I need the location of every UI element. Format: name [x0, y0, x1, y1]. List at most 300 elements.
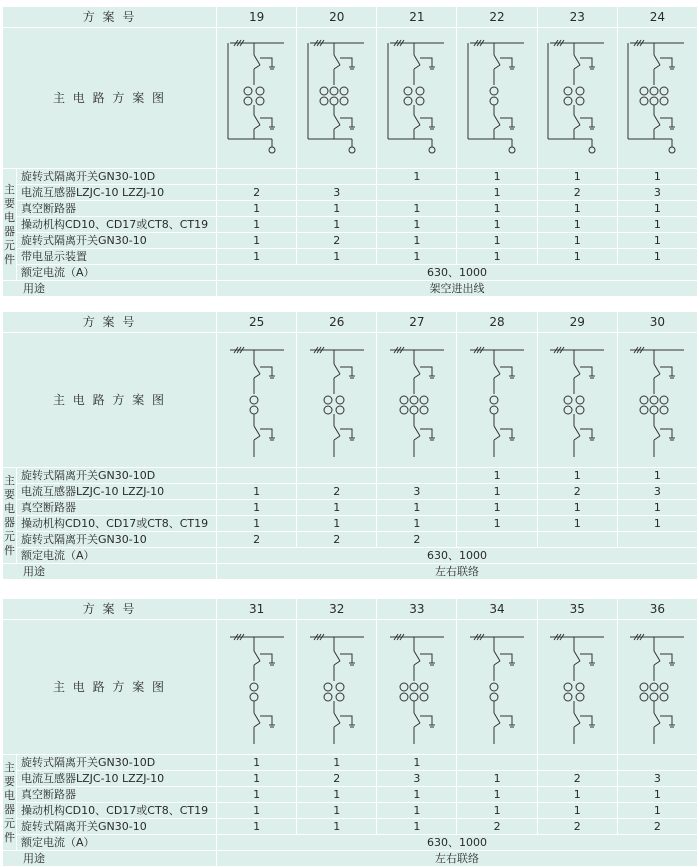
component-qty — [617, 532, 697, 548]
ct-coil — [640, 406, 648, 414]
earth-lead — [660, 429, 672, 438]
feeder-line — [254, 125, 260, 129]
ct-coil — [256, 97, 264, 105]
ct-coil — [660, 87, 668, 95]
component-qty: 2 — [537, 185, 617, 201]
component-qty: 2 — [537, 771, 617, 787]
switch-blade — [654, 426, 660, 436]
ct-coil — [660, 683, 668, 691]
component-qty: 1 — [457, 803, 537, 819]
ct-coil — [250, 406, 258, 414]
circuit-diagram — [457, 333, 537, 468]
earth-lead — [580, 118, 592, 127]
component-qty: 3 — [617, 185, 697, 201]
ct-coil — [490, 396, 498, 404]
ct-coil — [330, 97, 338, 105]
usage-label: 用途 — [3, 851, 217, 867]
switch-blade — [494, 426, 500, 436]
component-qty — [297, 468, 377, 484]
feeder-line — [334, 65, 340, 69]
switch-blade — [574, 364, 580, 374]
earth-lead — [500, 716, 512, 725]
component-qty: 1 — [377, 217, 457, 233]
switch-blade — [414, 55, 420, 65]
component-qty: 3 — [377, 771, 457, 787]
component-qty — [457, 532, 537, 548]
circuit-diagram — [377, 620, 457, 755]
circuit-diagram — [617, 620, 697, 755]
ct-coil — [250, 683, 258, 691]
ct-coil — [330, 87, 338, 95]
feeder-line — [254, 436, 260, 440]
component-qty — [537, 532, 617, 548]
circuit-diagram — [537, 333, 617, 468]
feeder-line — [254, 723, 260, 727]
ct-coil — [564, 683, 572, 691]
feeder-line — [574, 661, 580, 665]
feeder-line — [334, 436, 340, 440]
switch-blade — [254, 364, 260, 374]
feeder-line — [654, 374, 660, 378]
feeder-line — [414, 65, 420, 69]
component-qty: 1 — [377, 787, 457, 803]
ct-coil — [576, 97, 584, 105]
ct-coil — [410, 683, 418, 691]
ct-coil — [564, 97, 572, 105]
feeder-line — [574, 65, 580, 69]
component-name: 旋转式隔离开关GN30-10 — [17, 532, 217, 548]
earth-lead — [580, 429, 592, 438]
circuit-diagram — [217, 28, 297, 169]
switch-blade — [574, 55, 580, 65]
ct-coil — [650, 693, 658, 701]
component-qty: 1 — [217, 755, 297, 771]
earth-lead — [580, 58, 592, 67]
ct-coil — [416, 97, 424, 105]
main-circuit-label: 主 电 路 方 案 图 — [3, 620, 217, 755]
earth-lead — [340, 429, 352, 438]
component-name: 旋转式隔离开关GN30-10D — [17, 755, 217, 771]
switch-blade — [414, 364, 420, 374]
scheme-table-3 — [2, 598, 698, 867]
feeder-line — [574, 723, 580, 727]
component-qty: 2 — [377, 532, 457, 548]
scheme-number: 35 — [537, 599, 617, 620]
component-qty: 2 — [297, 233, 377, 249]
component-qty: 1 — [617, 233, 697, 249]
ct-coil — [336, 683, 344, 691]
feeder-line — [414, 374, 420, 378]
component-qty: 1 — [297, 201, 377, 217]
ct-coil — [324, 406, 332, 414]
earth-lead — [500, 58, 512, 67]
rated-current-value: 630、1000 — [217, 265, 698, 281]
component-qty: 2 — [297, 484, 377, 500]
component-qty: 1 — [377, 516, 457, 532]
circuit-diagram — [297, 620, 377, 755]
switch-blade — [334, 115, 340, 125]
scheme-number: 28 — [457, 312, 537, 333]
scheme-number: 34 — [457, 599, 537, 620]
component-qty: 2 — [537, 819, 617, 835]
scheme-number: 31 — [217, 599, 297, 620]
component-qty: 1 — [457, 185, 537, 201]
ct-coil — [416, 87, 424, 95]
usage-value: 架空进出线 — [217, 281, 698, 297]
usage-label: 用途 — [3, 281, 217, 297]
switch-blade — [654, 115, 660, 125]
component-qty: 1 — [457, 787, 537, 803]
scheme-number: 25 — [217, 312, 297, 333]
ct-coil — [564, 693, 572, 701]
component-qty: 1 — [537, 787, 617, 803]
main-circuit-label: 主 电 路 方 案 图 — [3, 28, 217, 169]
component-qty: 1 — [617, 516, 697, 532]
switch-blade — [254, 115, 260, 125]
switch-blade — [494, 55, 500, 65]
feeder-line — [494, 436, 500, 440]
indicator-lamp — [429, 147, 435, 153]
circuit-diagram — [297, 28, 377, 169]
feeder-line — [654, 125, 660, 129]
ct-coil — [660, 97, 668, 105]
ct-coil — [336, 396, 344, 404]
component-qty: 1 — [617, 787, 697, 803]
component-qty: 3 — [377, 484, 457, 500]
component-qty: 1 — [297, 755, 377, 771]
earth-lead — [580, 716, 592, 725]
earth-lead — [660, 58, 672, 67]
feeder-line — [654, 65, 660, 69]
component-qty: 1 — [217, 500, 297, 516]
ct-coil — [640, 693, 648, 701]
earth-lead — [420, 716, 432, 725]
earth-lead — [260, 654, 272, 663]
feeder-line — [414, 661, 420, 665]
switch-blade — [254, 426, 260, 436]
earth-lead — [420, 118, 432, 127]
component-qty: 1 — [537, 169, 617, 185]
ct-coil — [650, 396, 658, 404]
ct-coil — [640, 683, 648, 691]
scheme-table-1 — [2, 6, 698, 297]
circuit-diagram — [377, 28, 457, 169]
feeder-line — [254, 661, 260, 665]
ct-coil — [420, 396, 428, 404]
indicator-lamp — [269, 147, 275, 153]
ct-coil — [244, 87, 252, 95]
main-components-label: 主 要 电 器 元 件 — [3, 755, 17, 851]
scheme-number: 27 — [377, 312, 457, 333]
component-name: 带电显示装置 — [17, 249, 217, 265]
ct-coil — [650, 87, 658, 95]
ct-coil — [576, 683, 584, 691]
feeder-line — [414, 436, 420, 440]
earth-lead — [660, 716, 672, 725]
ct-coil — [564, 406, 572, 414]
earth-lead — [580, 367, 592, 376]
ct-coil — [336, 693, 344, 701]
rated-current-label: 额定电流（A） — [17, 265, 217, 281]
component-name: 电流互感器LZJC-10 LZZJ-10 — [17, 185, 217, 201]
component-qty: 3 — [617, 484, 697, 500]
component-qty: 1 — [537, 803, 617, 819]
component-qty: 1 — [617, 249, 697, 265]
component-name: 真空断路器 — [17, 201, 217, 217]
component-qty: 1 — [217, 201, 297, 217]
component-qty — [537, 755, 617, 771]
circuit-diagram — [377, 333, 457, 468]
scheme-number: 36 — [617, 599, 697, 620]
component-qty: 1 — [457, 516, 537, 532]
component-name: 电流互感器LZJC-10 LZZJ-10 — [17, 484, 217, 500]
switch-blade — [254, 713, 260, 723]
ct-coil — [420, 683, 428, 691]
ct-coil — [336, 406, 344, 414]
rated-current-label: 额定电流（A） — [17, 835, 217, 851]
ct-coil — [640, 396, 648, 404]
component-qty: 1 — [297, 819, 377, 835]
feeder-line — [414, 723, 420, 727]
earth-lead — [500, 367, 512, 376]
circuit-diagram — [457, 620, 537, 755]
component-name: 操动机构CD10、CD17或CT8、CT19 — [17, 217, 217, 233]
earth-lead — [260, 118, 272, 127]
ct-coil — [564, 396, 572, 404]
ct-coil — [490, 97, 498, 105]
component-qty: 1 — [457, 201, 537, 217]
component-qty: 1 — [377, 819, 457, 835]
rated-current-value: 630、1000 — [217, 835, 698, 851]
scheme-no-label: 方 案 号 — [3, 599, 217, 620]
component-qty: 2 — [297, 771, 377, 787]
component-qty: 1 — [457, 249, 537, 265]
ct-coil — [410, 406, 418, 414]
usage-value: 左右联络 — [217, 564, 698, 580]
ct-coil — [320, 87, 328, 95]
ct-coil — [404, 87, 412, 95]
feeder-line — [574, 374, 580, 378]
circuit-diagram — [617, 28, 697, 169]
switch-blade — [574, 115, 580, 125]
feeder-line — [254, 374, 260, 378]
component-qty: 1 — [537, 516, 617, 532]
switch-blade — [334, 651, 340, 661]
component-qty: 1 — [377, 169, 457, 185]
ct-coil — [660, 406, 668, 414]
component-qty: 3 — [297, 185, 377, 201]
earth-lead — [420, 58, 432, 67]
earth-lead — [500, 118, 512, 127]
component-qty: 1 — [537, 468, 617, 484]
earth-lead — [340, 654, 352, 663]
component-qty: 1 — [217, 516, 297, 532]
component-qty: 1 — [457, 484, 537, 500]
switch-blade — [494, 713, 500, 723]
earth-lead — [420, 654, 432, 663]
ct-coil — [660, 396, 668, 404]
component-qty: 1 — [297, 500, 377, 516]
switch-blade — [494, 651, 500, 661]
scheme-table-2 — [2, 311, 698, 580]
scheme-number: 24 — [617, 7, 697, 28]
component-qty: 1 — [217, 771, 297, 787]
component-qty: 1 — [537, 201, 617, 217]
ct-coil — [490, 87, 498, 95]
component-name: 旋转式隔离开关GN30-10D — [17, 468, 217, 484]
component-qty — [377, 468, 457, 484]
earth-lead — [420, 429, 432, 438]
earth-lead — [580, 654, 592, 663]
earth-lead — [260, 367, 272, 376]
earth-lead — [340, 367, 352, 376]
earth-lead — [420, 367, 432, 376]
ct-coil — [490, 683, 498, 691]
usage-label: 用途 — [3, 564, 217, 580]
component-qty: 1 — [217, 484, 297, 500]
circuit-diagram — [217, 333, 297, 468]
main-components-label: 主 要 电 器 元 件 — [3, 468, 17, 564]
component-qty: 1 — [457, 500, 537, 516]
circuit-diagram — [537, 620, 617, 755]
scheme-number: 32 — [297, 599, 377, 620]
ct-coil — [324, 693, 332, 701]
earth-lead — [340, 118, 352, 127]
circuit-diagram — [537, 28, 617, 169]
component-name: 操动机构CD10、CD17或CT8、CT19 — [17, 803, 217, 819]
indicator-lamp — [509, 147, 515, 153]
component-qty: 1 — [457, 169, 537, 185]
switch-blade — [334, 364, 340, 374]
component-qty: 1 — [297, 217, 377, 233]
ct-coil — [650, 406, 658, 414]
earth-lead — [660, 118, 672, 127]
ct-coil — [256, 87, 264, 95]
scheme-number: 19 — [217, 7, 297, 28]
ct-coil — [650, 97, 658, 105]
switch-blade — [494, 364, 500, 374]
scheme-number: 30 — [617, 312, 697, 333]
switch-blade — [654, 364, 660, 374]
component-qty: 1 — [217, 249, 297, 265]
component-qty: 1 — [377, 249, 457, 265]
scheme-number: 23 — [537, 7, 617, 28]
switch-blade — [414, 426, 420, 436]
switch-blade — [254, 55, 260, 65]
component-qty: 1 — [217, 233, 297, 249]
switch-blade — [654, 55, 660, 65]
circuit-diagram — [617, 333, 697, 468]
ct-coil — [660, 693, 668, 701]
component-name: 旋转式隔离开关GN30-10 — [17, 233, 217, 249]
ct-coil — [324, 396, 332, 404]
indicator-lamp — [669, 147, 675, 153]
ct-coil — [400, 693, 408, 701]
ct-coil — [340, 97, 348, 105]
earth-lead — [500, 429, 512, 438]
feeder-line — [334, 125, 340, 129]
feeder-line — [494, 65, 500, 69]
ct-coil — [324, 683, 332, 691]
earth-lead — [260, 58, 272, 67]
component-qty: 1 — [537, 217, 617, 233]
ct-coil — [576, 693, 584, 701]
scheme-number: 22 — [457, 7, 537, 28]
component-qty — [217, 169, 297, 185]
ct-coil — [576, 406, 584, 414]
ct-coil — [490, 693, 498, 701]
component-qty: 2 — [457, 819, 537, 835]
feeder-line — [254, 65, 260, 69]
scheme-number: 21 — [377, 7, 457, 28]
switch-blade — [254, 651, 260, 661]
component-qty — [377, 185, 457, 201]
switch-blade — [574, 651, 580, 661]
ct-coil — [650, 683, 658, 691]
scheme-number: 26 — [297, 312, 377, 333]
component-qty: 1 — [457, 233, 537, 249]
scheme-number: 29 — [537, 312, 617, 333]
earth-lead — [260, 716, 272, 725]
component-name: 真空断路器 — [17, 787, 217, 803]
component-qty: 1 — [297, 787, 377, 803]
ct-coil — [490, 406, 498, 414]
component-qty — [617, 755, 697, 771]
feeder-line — [574, 436, 580, 440]
ct-coil — [640, 87, 648, 95]
earth-lead — [660, 367, 672, 376]
ct-coil — [576, 87, 584, 95]
component-qty: 1 — [457, 217, 537, 233]
ct-coil — [404, 97, 412, 105]
component-qty: 1 — [297, 516, 377, 532]
circuit-diagram — [297, 333, 377, 468]
component-qty: 1 — [217, 217, 297, 233]
feeder-line — [414, 125, 420, 129]
feeder-line — [334, 723, 340, 727]
component-qty: 1 — [617, 169, 697, 185]
feeder-line — [494, 374, 500, 378]
ct-coil — [320, 97, 328, 105]
component-name: 电流互感器LZJC-10 LZZJ-10 — [17, 771, 217, 787]
component-qty: 1 — [537, 233, 617, 249]
earth-lead — [660, 654, 672, 663]
ct-coil — [250, 396, 258, 404]
switch-blade — [334, 55, 340, 65]
component-qty: 1 — [377, 500, 457, 516]
switch-blade — [574, 713, 580, 723]
scheme-number: 33 — [377, 599, 457, 620]
component-qty: 2 — [617, 819, 697, 835]
feeder-line — [654, 436, 660, 440]
ct-coil — [640, 97, 648, 105]
switch-blade — [334, 713, 340, 723]
component-qty: 1 — [217, 819, 297, 835]
usage-value: 左右联络 — [217, 851, 698, 867]
component-qty: 1 — [537, 500, 617, 516]
component-qty: 1 — [617, 500, 697, 516]
switch-blade — [414, 115, 420, 125]
component-name: 旋转式隔离开关GN30-10 — [17, 819, 217, 835]
component-qty — [457, 755, 537, 771]
component-qty: 1 — [377, 201, 457, 217]
feeder-line — [494, 723, 500, 727]
ct-coil — [400, 406, 408, 414]
ct-coil — [410, 396, 418, 404]
feeder-line — [334, 374, 340, 378]
ct-coil — [400, 683, 408, 691]
component-qty — [297, 169, 377, 185]
